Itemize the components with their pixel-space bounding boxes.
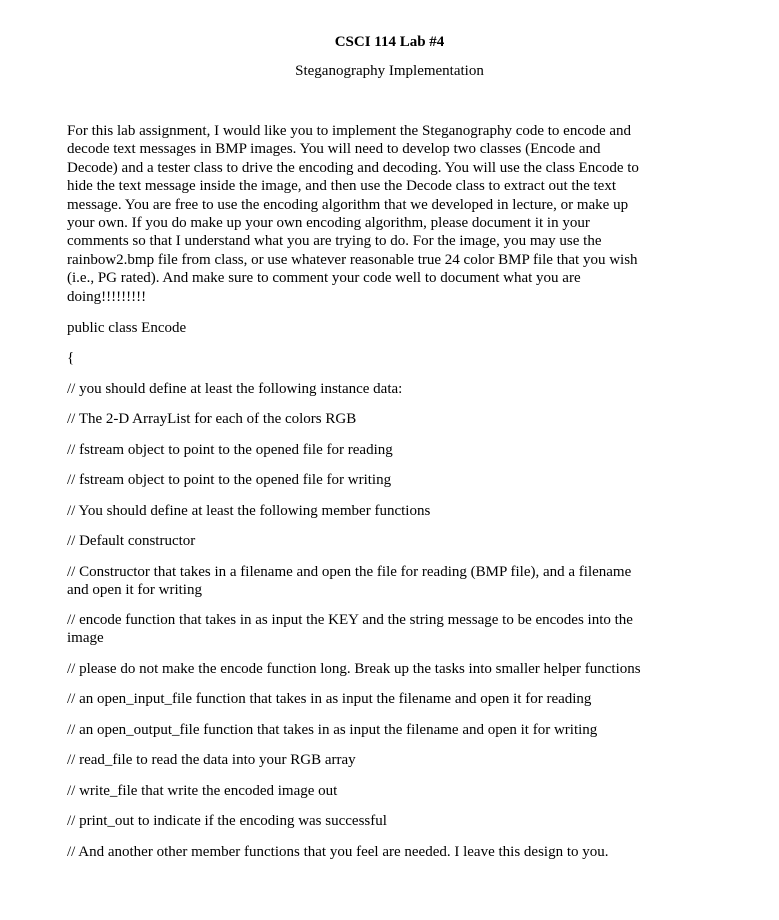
document-subtitle: Steganography Implementation bbox=[295, 63, 484, 79]
code-comment-line: // You should define at least the following member functions bbox=[67, 503, 431, 519]
document-title: CSCI 114 Lab #4 bbox=[334, 34, 445, 50]
code-comment-line: // print_out to indicate if the encoding was successful bbox=[67, 813, 387, 829]
code-comment-continuation: image bbox=[67, 630, 104, 646]
intro-line: For this lab assignment, I would like you to implement the Steganography code to encode and bbox=[67, 123, 632, 139]
code-line-class-declaration: public class Encode bbox=[67, 320, 187, 336]
code-comment-continuation: and open it for writing bbox=[67, 582, 202, 598]
intro-line: message. You are free to use the encoding algorithm that we developed in lecture, or make up bbox=[67, 196, 629, 213]
intro-line: decode text messages in BMP images. You will need to develop two classes (Encode and bbox=[67, 141, 601, 158]
code-comment-line: // write_file that write the encoded image out bbox=[67, 783, 338, 799]
intro-line: comments so that I understand what you are trying to do. For the image, you may use the bbox=[67, 233, 602, 250]
code-comment-line: // Constructor that takes in a filename and open the file for reading (BMP file), and a filename bbox=[67, 564, 632, 580]
code-comment-line: // fstream object to point to the opened file for writing bbox=[67, 472, 392, 488]
intro-line: rainbow2.bmp file from class, or use whatever reasonable true 24 color BMP file that you wish bbox=[67, 251, 638, 268]
intro-line: hide the text message inside the image, and then use the Decode class to extract out the text bbox=[67, 178, 616, 195]
code-comment-line: // you should define at least the following instance data: bbox=[67, 381, 403, 397]
code-comment-line: // an open_input_file function that takes in as input the filename and open it for reading bbox=[67, 691, 592, 707]
code-comment-line: // please do not make the encode function long. Break up the tasks into smaller helper functions bbox=[67, 661, 641, 677]
code-line-open-brace: { bbox=[67, 350, 75, 366]
code-comment-line: // encode function that takes in as input the KEY and the string message to be encodes into the bbox=[67, 612, 633, 628]
code-comment-line: // The 2-D ArrayList for each of the colors RGB bbox=[67, 411, 357, 427]
code-comment-line: // And another other member functions that you feel are needed. I leave this design to you. bbox=[67, 844, 609, 860]
code-comment-line: // fstream object to point to the opened file for reading bbox=[67, 442, 393, 458]
intro-line: doing!!!!!!!!! bbox=[67, 288, 147, 305]
intro-line: (i.e., PG rated). And make sure to comment your code well to document what you are bbox=[67, 270, 581, 287]
code-comment-line: // Default constructor bbox=[67, 533, 196, 549]
code-comment-line: // read_file to read the data into your RGB array bbox=[67, 752, 356, 768]
intro-paragraph bbox=[67, 122, 707, 306]
intro-line: your own. If you do make up your own encoding algorithm, please document it in your bbox=[67, 215, 590, 232]
code-comment-line: // an open_output_file function that takes in as input the filename and open it for writing bbox=[67, 722, 598, 738]
intro-line: Decode) and a tester class to drive the encoding and decoding. You will use the class Encode to bbox=[67, 159, 639, 176]
